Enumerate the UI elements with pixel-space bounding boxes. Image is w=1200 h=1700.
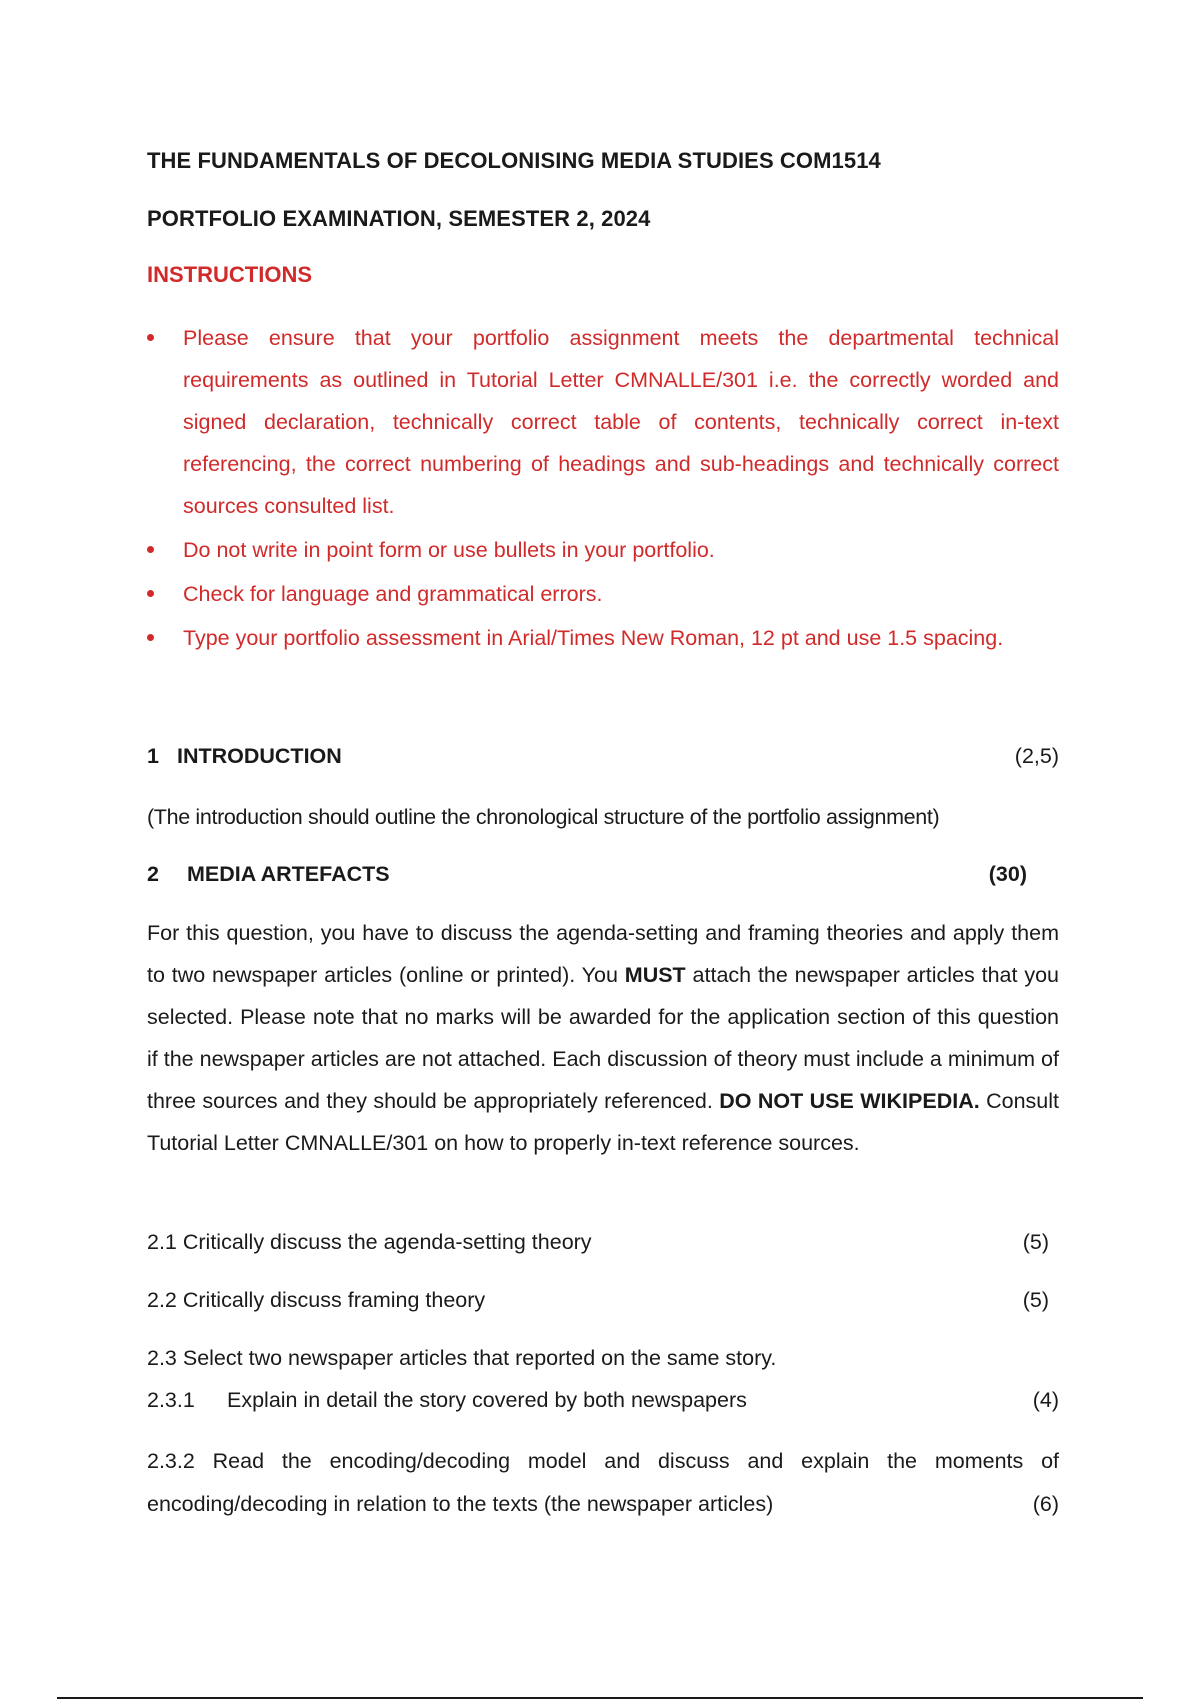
question-2-3-1: [147, 1388, 1059, 1413]
instruction-text: Do not write in point form or use bullets in your portfolio.: [183, 538, 715, 562]
instruction-item: [147, 529, 1059, 571]
instructions-heading: INSTRUCTIONS: [147, 262, 312, 287]
instruction-item: [147, 317, 1059, 527]
section-1-note: (The introduction should outline the chronological structure of the portfolio assignment): [147, 805, 940, 829]
para-text: For this question, you have to discuss the agenda-setting and framing theories and apply them to two newspaper articles (online or printed). You: [147, 921, 1059, 987]
question-text: 2.3 Select two newspaper articles that reported on the same story.: [147, 1346, 777, 1370]
instructions-list: [147, 317, 1059, 661]
section-1-number: 1: [147, 744, 159, 768]
question-2-1: [147, 1230, 1049, 1255]
question-text: 2.2 Critically discuss framing theory: [147, 1288, 486, 1312]
para-emphasis: DO NOT USE WIKIPEDIA.: [719, 1089, 980, 1113]
bullet-icon: [147, 334, 154, 341]
section-2-heading: [147, 862, 1027, 887]
question-2-3-2-line-1: 2.3.2 Read the encoding/decoding model and discuss and explain the moments of: [147, 1449, 1059, 1473]
question-marks: (6): [1032, 1492, 1059, 1516]
section-1-title: INTRODUCTION: [176, 744, 342, 768]
section-2-marks: (30): [988, 862, 1027, 886]
para-emphasis: MUST: [624, 963, 686, 987]
question-2-3: [147, 1346, 1059, 1371]
instruction-text: Check for language and grammatical errors.: [183, 582, 603, 606]
instruction-text: Type your portfolio assessment in Arial/Times New Roman, 12 pt and use 1.5 spacing.: [183, 626, 1004, 650]
para-text: attach the newspaper articles that you selected. Please note that no marks will be awarded for the application section of this question if the newspaper articles are not attached. Each discussion of theory must include a minimum of three sources and they should be appropriately referenced.: [147, 963, 1059, 1113]
section-2-paragraph: [147, 912, 1059, 1164]
question-2-2: [147, 1288, 1049, 1313]
question-2-3-2-line-2: [147, 1492, 1059, 1517]
section-2-title: MEDIA ARTEFACTS: [186, 862, 390, 886]
bullet-icon: [147, 590, 154, 597]
section-1-heading: [147, 744, 1059, 769]
question-text: encoding/decoding in relation to the texts (the newspaper articles): [147, 1492, 774, 1516]
instruction-item: [147, 573, 1059, 615]
section-1-marks: (2,5): [1014, 744, 1059, 768]
page-bottom-rule: [57, 1697, 1143, 1699]
section-2-number: 2: [147, 862, 159, 886]
question-marks: (5): [1022, 1230, 1049, 1254]
instruction-text: Please ensure that your portfolio assignment meets the departmental technical requirements as outlined in Tutorial Letter CMNALLE/301 i.e. the correctly worded and signed declaration, technically correct table of contents, technically correct in-text referencing, the correct numbering of headings and sub-headings and technically correct sources consulted list.: [183, 326, 1059, 518]
question-text: 2.1 Critically discuss the agenda-setting theory: [147, 1230, 592, 1254]
document-title: THE FUNDAMENTALS OF DECOLONISING MEDIA STUDIES COM1514: [147, 148, 881, 173]
question-marks: (4): [1032, 1388, 1059, 1412]
question-marks: (5): [1022, 1288, 1049, 1312]
question-text: Explain in detail the story covered by both newspapers: [227, 1388, 747, 1412]
question-number: 2.3.1: [147, 1388, 195, 1412]
bullet-icon: [147, 634, 154, 641]
document-subtitle: PORTFOLIO EXAMINATION, SEMESTER 2, 2024: [147, 206, 651, 231]
bullet-icon: [147, 546, 154, 553]
instruction-item: [147, 617, 1059, 659]
para-text: Consult Tutorial Letter CMNALLE/301 on how to properly in-text reference sources.: [147, 1089, 1059, 1155]
